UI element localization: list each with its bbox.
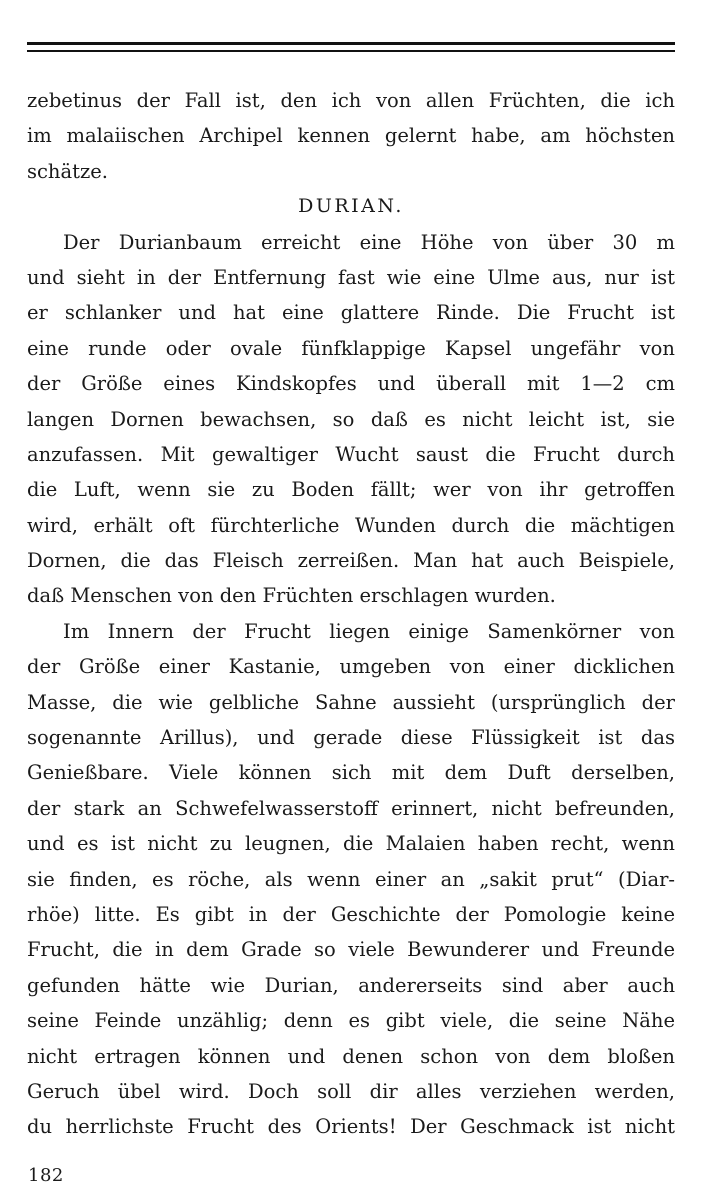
text-line: schätze. bbox=[27, 159, 108, 183]
text-line: und sieht in der Entfernung fast wie eine Ulme aus, nur ist bbox=[27, 265, 675, 289]
header-rules bbox=[27, 42, 675, 56]
text-line: die Luft, wenn sie zu Boden fällt; wer von ihr getroffen bbox=[27, 478, 675, 502]
text-line: der Größe einer Kastanie, umgeben von einer dicklichen bbox=[27, 655, 675, 679]
text-line: er schlanker und hat eine glattere Rinde. Die Frucht ist bbox=[27, 301, 675, 325]
text-line: und es ist nicht zu leugnen, die Malaien haben recht, wenn bbox=[27, 832, 675, 856]
text-line: Genießbare. Viele können sich mit dem Duft derselben, bbox=[27, 761, 675, 785]
text-line: Im Innern der Frucht liegen einige Samenkörner von bbox=[63, 619, 675, 643]
text-line: seine Feinde unzählig; denn es gibt viele, die seine Nähe bbox=[27, 1009, 675, 1033]
text-line: rhöe) litte. Es gibt in der Geschichte der Pomologie keine bbox=[27, 902, 675, 926]
text-line: du herrlichste Frucht des Orients! Der Geschmack ist nicht bbox=[27, 1115, 675, 1139]
text-line: langen Dornen bewachsen, so daß es nicht leicht ist, sie bbox=[27, 407, 675, 431]
text-line: im malaiischen Archipel kennen gelernt habe, am höchsten bbox=[27, 124, 675, 148]
header-rule-thick bbox=[27, 42, 675, 45]
text-line: Geruch übel wird. Doch soll dir alles verziehen werden, bbox=[27, 1079, 675, 1103]
text-line: Frucht, die in dem Grade so viele Bewunderer und Freunde bbox=[27, 938, 675, 962]
text-line: nicht ertragen können und denen schon von dem bloßen bbox=[27, 1044, 675, 1068]
text-line: gefunden hätte wie Durian, andererseits sind aber auch bbox=[27, 973, 675, 997]
text-line: wird, erhält oft fürchterliche Wunden durch die mächtigen bbox=[27, 513, 675, 537]
text-line: zebetinus der Fall ist, den ich von allen Früchten, die ich bbox=[27, 89, 675, 112]
text-line: Der Durianbaum erreicht eine Höhe von über 30 m bbox=[63, 230, 675, 254]
text-line: der stark an Schwefelwasserstoff erinnert, nicht befreunden, bbox=[27, 796, 675, 820]
text-line: der Größe eines Kindskopfes und überall mit 1—2 cm bbox=[27, 372, 675, 396]
page-number: 182 bbox=[28, 1165, 64, 1186]
text-line: daß Menschen von den Früchten erschlagen wurden. bbox=[27, 584, 556, 608]
text-line: sie finden, es röche, als wenn einer an „sakit prut“ (Diar- bbox=[27, 867, 675, 891]
text-line: eine runde oder ovale fünfklappige Kapsel ungefähr von bbox=[27, 336, 675, 360]
text-line: sogenannte Arillus), und gerade diese Flüssigkeit ist das bbox=[27, 726, 675, 750]
page-body bbox=[27, 83, 675, 1145]
header-rule-thin bbox=[27, 50, 675, 52]
text-line: anzufassen. Mit gewaltiger Wucht saust die Frucht durch bbox=[27, 442, 675, 466]
section-heading: DURIAN. bbox=[298, 195, 404, 218]
text-line: Dornen, die das Fleisch zerreißen. Man hat auch Beispiele, bbox=[27, 549, 675, 573]
text-line: Masse, die wie gelbliche Sahne aussieht (ursprünglich der bbox=[27, 690, 675, 714]
